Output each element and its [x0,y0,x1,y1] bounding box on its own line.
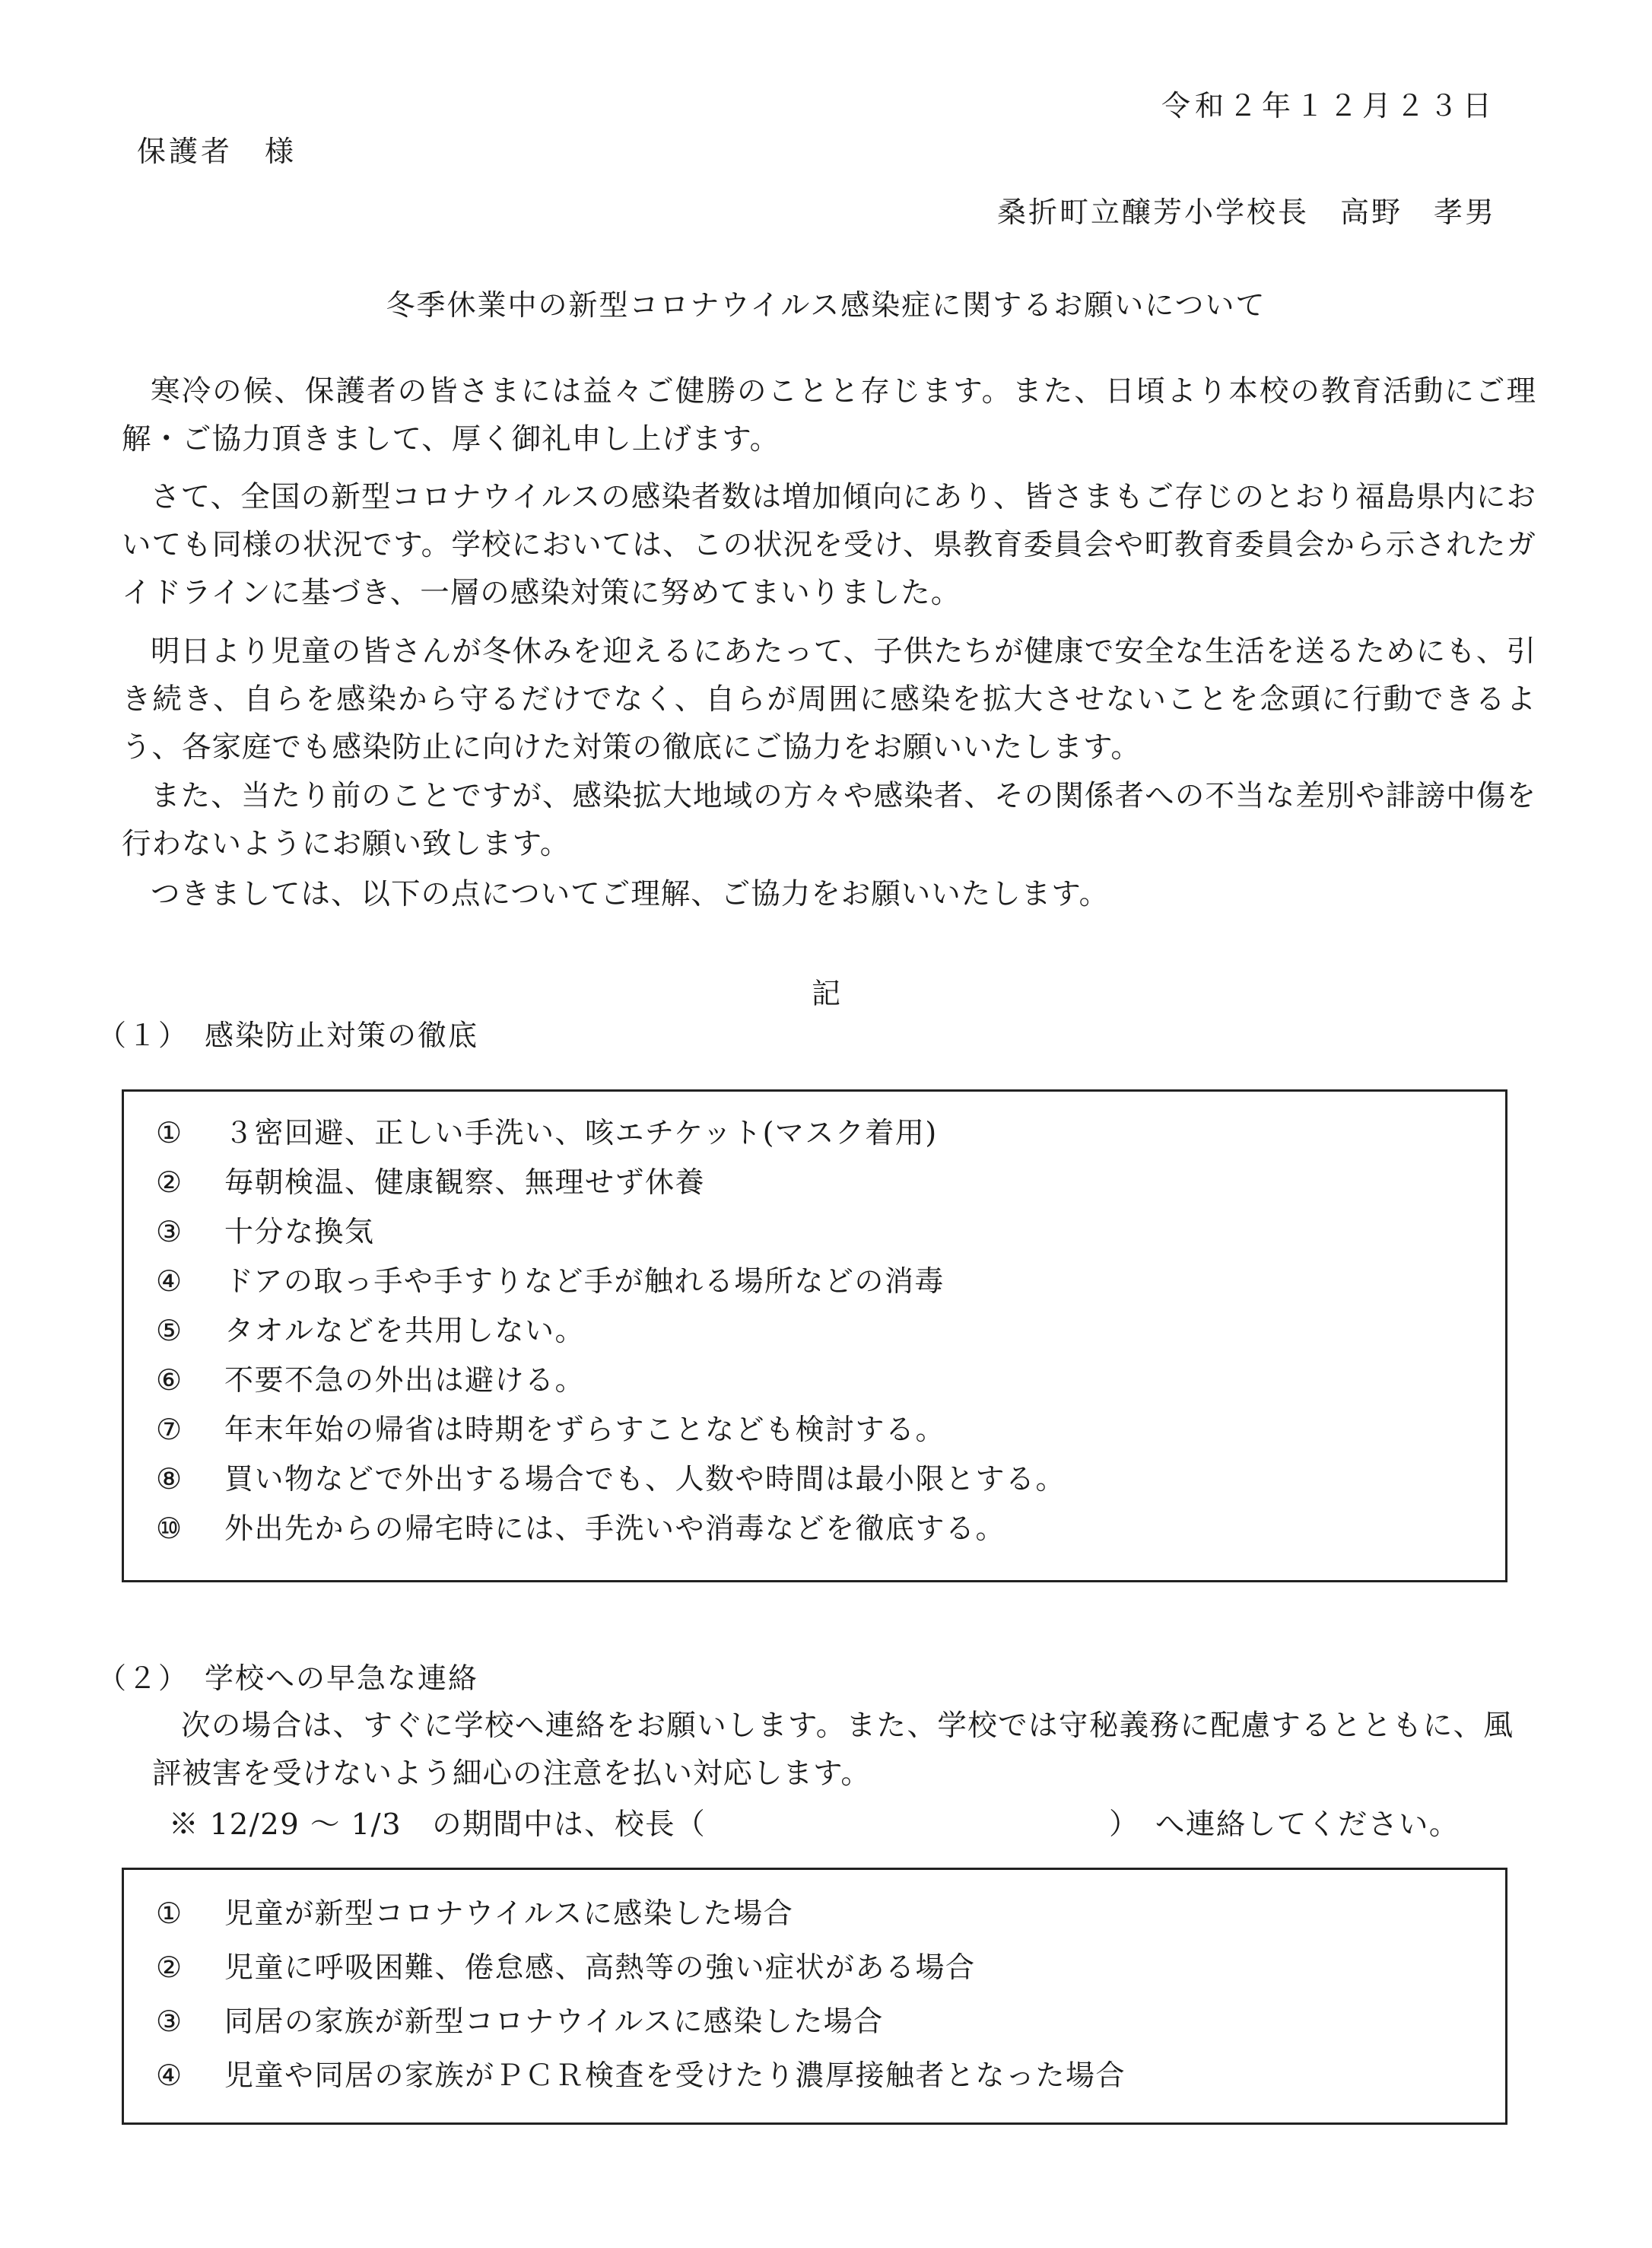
item-number: ③ [156,2005,183,2038]
body-paragraph-4: また、当たり前のことですが、感染拡大地域の方々や感染者、その関係者への不当な差別や誹謗中傷を行わないようにお願い致します。 [122,779,1536,861]
contact-note [169,1801,1460,1843]
item-text: 児童に呼吸困難、倦怠感、高熱等の強い症状がある場合 [224,1951,976,1984]
section-2-paragraph: 次の場合は、すぐに学校へ連絡をお願いします。また、学校では守秘義務に配慮するとともに、風評被害を受けないよう細心の注意を払い対応します。 [152,1709,1514,1791]
list-item [156,1405,1066,1455]
list-item [156,1108,1066,1158]
item-text: 毎朝検温、健康観察、無理せず休養 [224,1165,706,1199]
item-number: ⑥ [156,1363,183,1397]
item-text: 年末年始の帰省は時期をずらすことなども検討する。 [224,1413,946,1446]
contact-note-after: ） へ連絡してください。 [1109,1808,1460,1842]
item-text: ３密回避、正しい手洗い、咳エチケット(マスク着用) [224,1116,938,1149]
section-2-box [122,1868,1507,2125]
item-text: 同居の家族が新型コロナウイルスに感染した場合 [224,2005,884,2038]
body-paragraph-3: 明日より児童の皆さんが冬休みを迎えるにあたって、子供たちが健康で安全な生活を送るためにも、引き続き、自らを感染から守るだけでなく、自らが周囲に感染を拡大させないことを念頭に行動できるよう、各家庭でも感染防止に向けた対策の徹底にご協力をお願いいたします。 [122,634,1536,765]
sender: 桑折町立醸芳小学校長 高野 孝男 [996,196,1496,229]
item-text: 買い物などで外出する場合でも、人数や時間は最小限とする。 [224,1462,1066,1496]
section-2-heading: （２） 学校への早急な連絡 [97,1661,479,1695]
body-paragraph-1: 寒冷の候、保護者の皆さまには益々ご健勝のことと存じます。また、日頃より本校の教育活動にご理解・ご協力頂きまして、厚く御礼申し上げます。 [122,374,1536,456]
list-item [156,1257,1066,1306]
list-item [156,1356,1066,1405]
contact-note-before: ※ 12/29 ～ 1/3 の期間中は、校長（ [169,1808,707,1842]
list-item [156,1995,1126,2049]
list-item [156,1887,1126,1941]
item-number: ⑤ [156,1314,183,1347]
list-item [156,1504,1066,1553]
list-item [156,1306,1066,1356]
body-paragraph-2: さて、全国の新型コロナウイルスの感染者数は増加傾向にあり、皆さまもご存じのとおり福島県内においても同様の状況です。学校においては、この状況を受け、県教育委員会や町教育委員会から示されたガイドラインに基づき、一層の感染対策に努めてまいりました。 [122,480,1536,610]
document-date: 令和２年１２月２３日 [1161,89,1496,122]
recipient: 保護者 様 [137,135,297,168]
item-number: ⑦ [156,1413,183,1446]
item-text: ドアの取っ手や手すりなど手が触れる場所などの消毒 [224,1264,945,1298]
item-number: ② [156,1165,183,1199]
section-1-heading: （１） 感染防止対策の徹底 [97,1019,479,1052]
document-title: 冬季休業中の新型コロナウイルス感染症に関するお願いについて [386,288,1266,322]
item-text: 不要不急の外出は避ける。 [224,1363,586,1397]
item-text: 児童や同居の家族がＰＣＲ検査を受けたり濃厚接触者となった場合 [224,2059,1126,2092]
item-number: ④ [156,1264,183,1298]
list-item [156,1158,1066,1207]
item-number: ③ [156,1215,183,1248]
item-text: 外出先からの帰宅時には、手洗いや消毒などを徹底する。 [224,1512,1006,1545]
list-item [156,1941,1126,1995]
item-number: ① [156,1897,183,1930]
list-item [156,1455,1066,1504]
section-1-list [156,1108,1066,1553]
item-text: 十分な換気 [224,1215,375,1248]
item-number: ④ [156,2059,183,2092]
list-item [156,2049,1126,2103]
item-number: ⑧ [156,1462,183,1496]
section-2-list [156,1887,1126,2103]
item-text: 児童が新型コロナウイルスに感染した場合 [224,1897,794,1930]
list-item [156,1207,1066,1257]
item-number: ⑩ [156,1512,183,1545]
section-1-box [122,1089,1507,1582]
body-paragraph-5: つきましては、以下の点についてご理解、ご協力をお願いいたします。 [151,877,1110,911]
item-number: ② [156,1951,183,1984]
item-text: タオルなどを共用しない。 [224,1314,586,1347]
ki-marker: 記 [811,977,840,1010]
item-number: ① [156,1116,183,1149]
